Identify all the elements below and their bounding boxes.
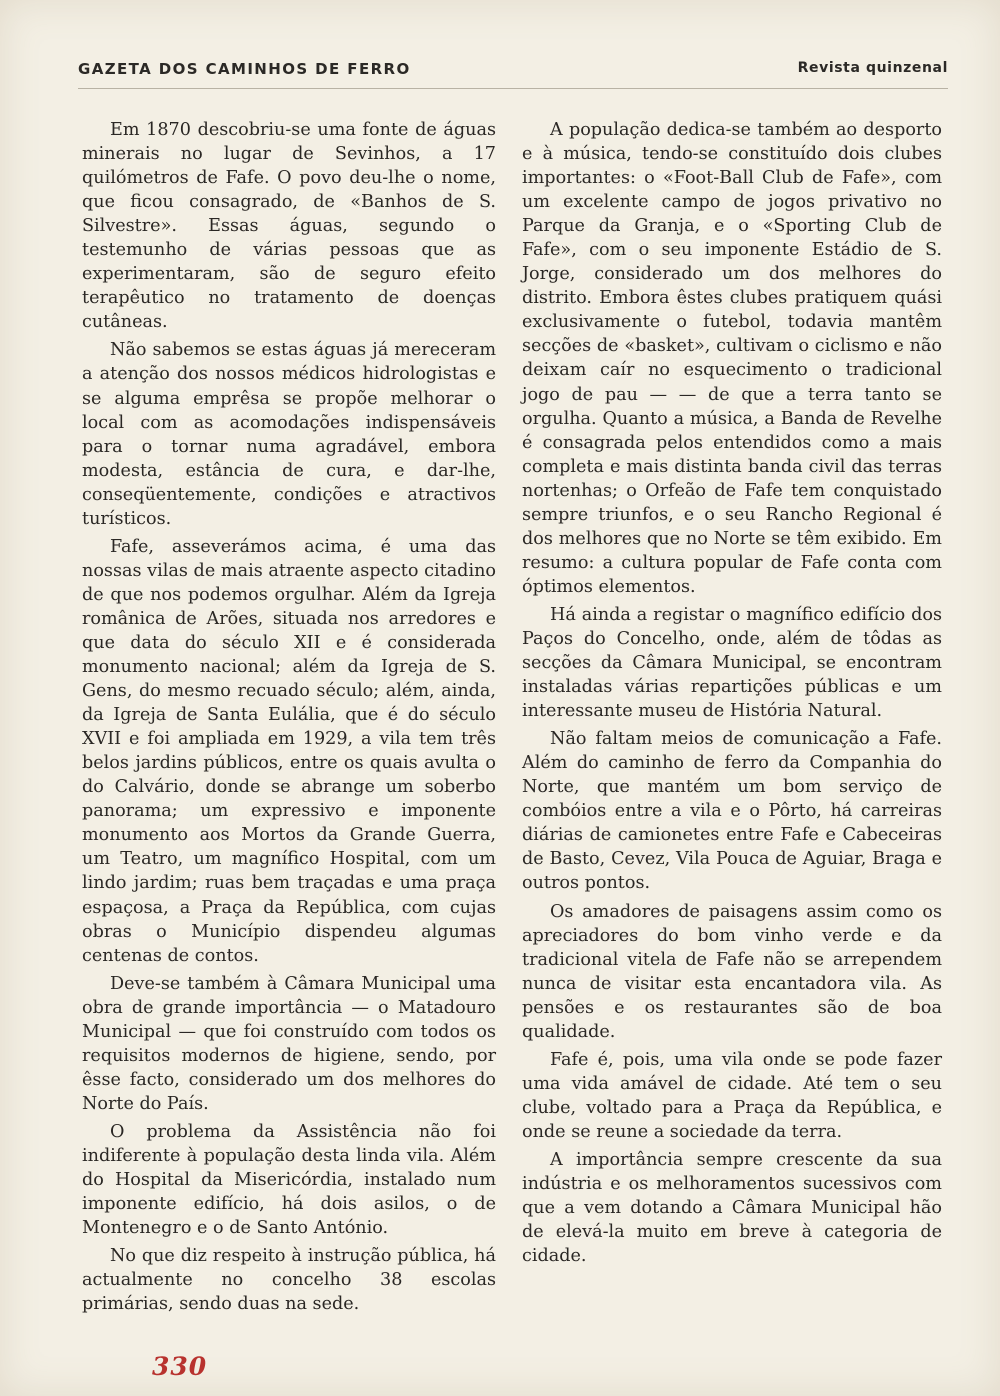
paragraph: Não sabemos se estas águas já mereceram a atenção dos nossos médicos hidrologistas e se alguma emprêsa se propõe melhorar o local com as acomodações indispensáveis para o tornar numa agradável, embora modesta, estância de cura, e dar-lhe, conseqüentemente, condições e atractivos turísticos.: [82, 340, 496, 529]
paragraph: Há ainda a registar o magnífico edifício dos Paços do Concelho, onde, além de tôdas as secções da Câmara Municipal, se encontram instaladas várias repartições públicas e um interessante museu de História Natural.: [522, 604, 942, 722]
paragraph: A população dedica-se também ao desporto e à música, tendo-se constituído dois clubes importantes: o «Foot-Ball Club de Fafe», com um excelente campo de jogos privativo no Parque da Granja, e o «Sporting Club de Fafe», com o seu imponente Estádio de S. Jorge, considerado um dos melhores do distrito. Embora êstes clubes pratiquem quási exclusivamente o futebol, todavia mantêm secções de «basket», cultivam o ciclismo e não deixam caír no esquecimento o tradicional jogo de pau — — de que a terra tanto se orgulha. Quanto a música, a Banda de Revelhe é consagrada pelos entendidos como a mais completa e mais distinta banda civil das terras nortenhas; o Orfeão de Fafe tem conquistado sempre triunfos, e o seu Rancho Regional é dos melhores que no Norte se têm exibido. Em resumo: a cultura popular de Fafe conta com óptimos elementos.: [522, 120, 942, 597]
paragraph: A importância sempre crescente da sua indústria e os melhoramentos sucessivos com que a vem dotando a Câmara Municipal hão de elevá-la muito em breve à categoria de cidade.: [522, 1149, 942, 1267]
page-number: 330: [152, 1352, 208, 1381]
publication-subtitle: Revista quinzenal: [797, 60, 948, 76]
header-rule: [78, 88, 948, 89]
running-header: [78, 60, 948, 86]
left-column: [82, 118, 496, 1320]
paragraph: Em 1870 descobriu-se uma fonte de águas minerais no lugar de Sevinhos, a 17 quilómetros de Fafe. O povo deu-lhe o nome, que ficou consagrado, de «Banhos de S. Silvestre». Essas águas, segundo o testemunho de várias pessoas que as experimentaram, são de seguro efeito terapêutico no tratamento de doenças cutâneas.: [82, 120, 496, 333]
paragraph: O problema da Assistência não foi indiferente à população desta linda vila. Além do Hospital da Misericórdia, instalado num imponente edifício, há dois asilos, o de Montenegro e o de Santo António.: [82, 1121, 496, 1239]
paragraph: Deve-se também à Câmara Municipal uma obra de grande importância — o Matadouro Municipal — que foi construído com todos os requisitos modernos de higiene, sendo, por êsse facto, considerado um dos melhores do Norte do País.: [82, 973, 496, 1114]
paragraph: Fafe, asseverámos acima, é uma das nossas vilas de mais atraente aspecto citadino de que nos podemos orgulhar. Além da Igreja românica de Arões, situada nos arredores e que data do século XII e é considerada monumento nacional; além da Igreja de S. Gens, do mesmo recuado século; além, ainda, da Igreja de Santa Eulália, que é do século XVII e foi ampliada em 1929, a vila tem três belos jardins públicos, entre os quais avulta o do Calvário, donde se abrange um soberbo panorama; um expressivo e imponente monumento aos Mortos da Grande Guerra, um Teatro, um magnífico Hospital, com um lindo jardim; ruas bem traçadas e uma praça espaçosa, a Praça da República, com cujas obras o Município dispendeu algumas centenas de contos.: [82, 536, 496, 966]
paragraph: Não faltam meios de comunicação a Fafe. Além do caminho de ferro da Companhia do Norte, que mantém um bom serviço de combóios entre a vila e o Pôrto, há carreiras diárias de camionetes entre Fafe e Cabeceiras de Basto, Cevez, Vila Pouca de Aguiar, Braga e outros pontos.: [522, 729, 942, 894]
paragraph: No que diz respeito à instrução pública, há actualmente no concelho 38 escolas primárias, sendo duas na sede.: [82, 1246, 496, 1315]
publication-title: GAZETA DOS CAMINHOS DE FERRO: [78, 60, 411, 78]
right-column: [522, 118, 942, 1272]
paragraph: Os amadores de paisagens assim como os apreciadores do bom vinho verde e da tradicional vitela de Fafe não se arrependem nunca de visitar esta encantadora vila. As pensões e os restaurantes são de boa qualidade.: [522, 901, 942, 1042]
paragraph: Fafe é, pois, uma vila onde se pode fazer uma vida amável de cidade. Até tem o seu clube, voltado para a Praça da República, e onde se reune a sociedade da terra.: [522, 1049, 942, 1142]
